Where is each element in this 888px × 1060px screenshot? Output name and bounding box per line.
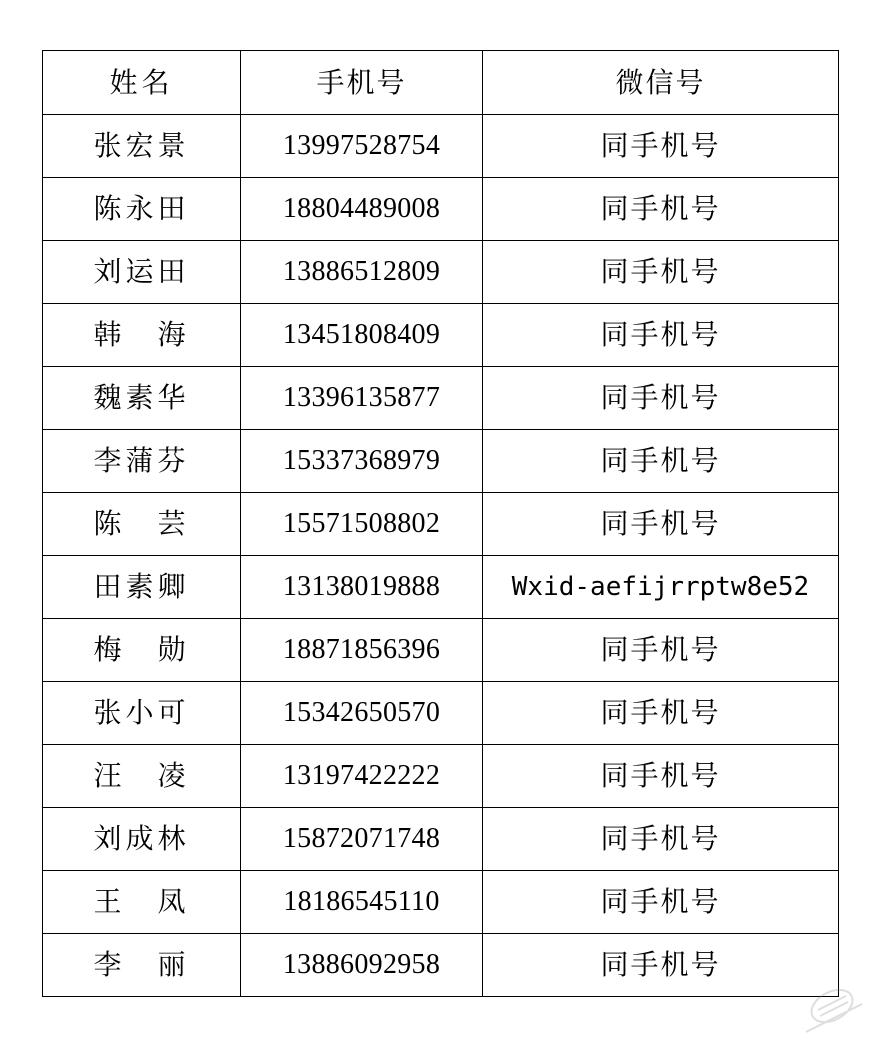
- cell-name: 田素卿: [43, 556, 241, 619]
- table-row: [43, 115, 839, 178]
- cell-wechat: 同手机号: [483, 178, 839, 241]
- cell-phone: 13997528754: [241, 115, 483, 178]
- cell-wechat: Wxid-aefijrrptw8e52: [483, 556, 839, 619]
- header-wechat: 微信号: [483, 51, 839, 115]
- table-row: [43, 178, 839, 241]
- cell-name: 汪 凌: [43, 745, 241, 808]
- table-row: [43, 367, 839, 430]
- cell-phone: 13396135877: [241, 367, 483, 430]
- cell-wechat: 同手机号: [483, 241, 839, 304]
- cell-phone: 18871856396: [241, 619, 483, 682]
- cell-phone: 15342650570: [241, 682, 483, 745]
- cell-phone: 18804489008: [241, 178, 483, 241]
- table-row: [43, 619, 839, 682]
- table-row: [43, 493, 839, 556]
- table-row: [43, 304, 839, 367]
- cell-wechat: 同手机号: [483, 367, 839, 430]
- table-row: [43, 934, 839, 997]
- contact-table: [42, 50, 839, 997]
- cell-name: 张小可: [43, 682, 241, 745]
- table-row: [43, 682, 839, 745]
- cell-phone: 15872071748: [241, 808, 483, 871]
- cell-name: 李蒲芬: [43, 430, 241, 493]
- header-name: 姓名: [43, 51, 241, 115]
- cell-name: 李 丽: [43, 934, 241, 997]
- table-row: [43, 808, 839, 871]
- table-row: [43, 745, 839, 808]
- cell-wechat: 同手机号: [483, 682, 839, 745]
- cell-name: 王 凤: [43, 871, 241, 934]
- cell-name: 陈永田: [43, 178, 241, 241]
- cell-wechat: 同手机号: [483, 304, 839, 367]
- table-body: [43, 115, 839, 997]
- publisher-logo-icon: [796, 980, 874, 1042]
- cell-phone: 13886092958: [241, 934, 483, 997]
- table-row: [43, 556, 839, 619]
- cell-phone: 13197422222: [241, 745, 483, 808]
- table-row: [43, 871, 839, 934]
- cell-name: 张宏景: [43, 115, 241, 178]
- cell-wechat: 同手机号: [483, 619, 839, 682]
- cell-phone: 18186545110: [241, 871, 483, 934]
- header-phone: 手机号: [241, 51, 483, 115]
- cell-phone: 13886512809: [241, 241, 483, 304]
- cell-phone: 13451808409: [241, 304, 483, 367]
- cell-wechat: 同手机号: [483, 430, 839, 493]
- cell-wechat: 同手机号: [483, 493, 839, 556]
- table-row: [43, 430, 839, 493]
- cell-phone: 15337368979: [241, 430, 483, 493]
- cell-wechat: 同手机号: [483, 115, 839, 178]
- cell-phone: 13138019888: [241, 556, 483, 619]
- cell-wechat: 同手机号: [483, 934, 839, 997]
- cell-name: 刘运田: [43, 241, 241, 304]
- cell-wechat: 同手机号: [483, 745, 839, 808]
- cell-name: 梅 勋: [43, 619, 241, 682]
- cell-phone: 15571508802: [241, 493, 483, 556]
- cell-name: 魏素华: [43, 367, 241, 430]
- table-header-row: [43, 51, 839, 115]
- cell-name: 刘成林: [43, 808, 241, 871]
- cell-name: 韩 海: [43, 304, 241, 367]
- cell-wechat: 同手机号: [483, 808, 839, 871]
- cell-wechat: 同手机号: [483, 871, 839, 934]
- cell-name: 陈 芸: [43, 493, 241, 556]
- table-row: [43, 241, 839, 304]
